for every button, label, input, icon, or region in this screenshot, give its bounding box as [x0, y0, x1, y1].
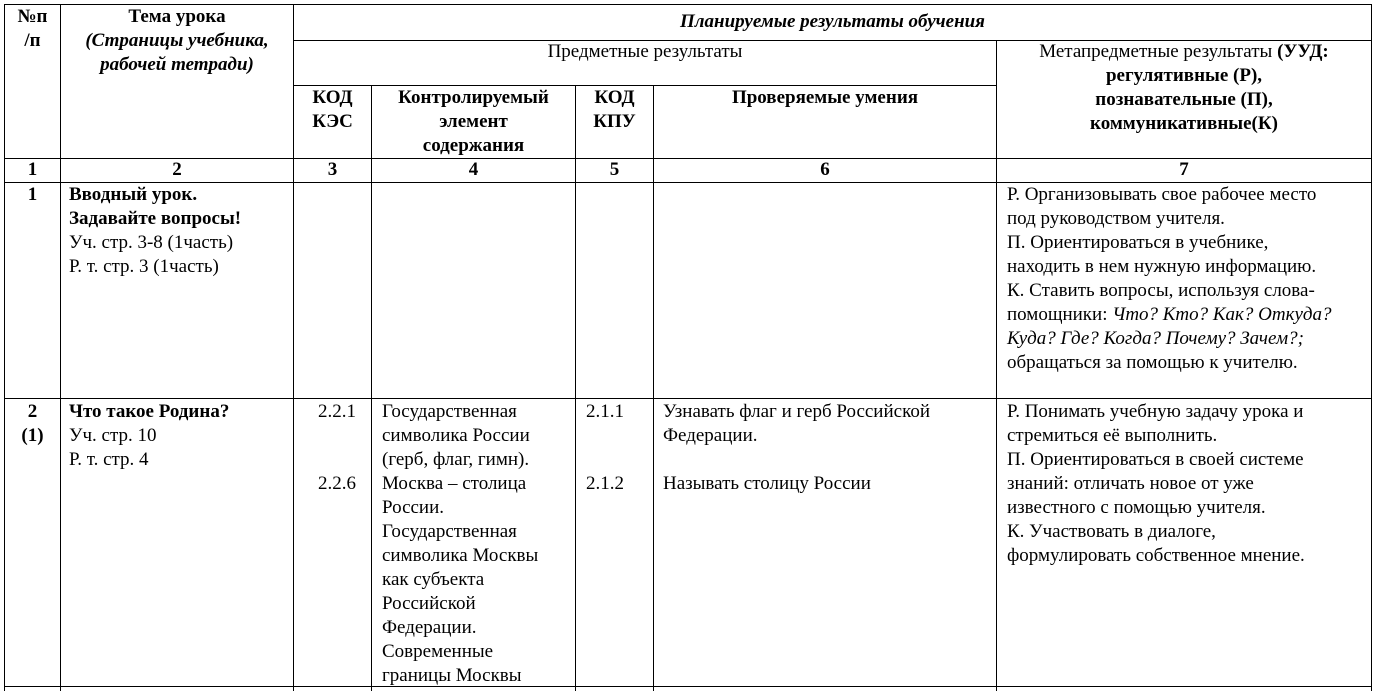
table-border-left — [4, 4, 5, 691]
row2-kes-code-2: 2.2.6 — [318, 473, 356, 494]
header-kod-kpu: КОД КПУ — [593, 87, 636, 132]
row1-number: 1 — [27, 184, 38, 205]
header-checked-skills: Проверяемые умения — [731, 87, 919, 108]
row2-topic: Что такое Родина? Уч. стр. 10 Р. т. стр. 4 — [69, 401, 230, 470]
row2-controlled-content: Государственная символика России (герб, флаг, гимн). Москва – столица России. Государственная символика Москвы как субъекта Российской Федерации. Современные границы Москвы — [382, 401, 539, 686]
row2-kpu-code-1: 2.1.1 — [586, 401, 624, 422]
column-divider-6 — [996, 40, 997, 691]
col-number-2: 2 — [172, 159, 182, 180]
col-number-6: 6 — [820, 159, 830, 180]
row2-number: 2 (1) — [21, 401, 44, 446]
row2-meta-results: Р. Понимать учебную задачу урока и стремиться её выполнить. П. Ориентироваться в своей системе знаний: отличать новое от уже известного с помощью учителя. К. Участвовать в диалоге, формулировать собственное мнение. — [1007, 401, 1305, 566]
row2-skill-capital: Называть столицу России — [663, 473, 871, 494]
row1-topic: Вводный урок. Задавайте вопросы! Уч. стр. 3-8 (1часть) Р. т. стр. 3 (1часть) — [69, 184, 242, 277]
row2-kes-code-1: 2.2.1 — [318, 401, 356, 422]
header-meta-results: Метапредметные результаты (УУД: регулятивные (Р), познавательные (П), коммуникативные(К) — [1039, 41, 1329, 134]
col-number-4: 4 — [468, 159, 479, 180]
row2-skills: Узнавать флаг и герб Российской Федерации. — [663, 401, 931, 446]
table-border-bottom — [4, 686, 1372, 687]
header-kod-kes: КОД КЭС — [312, 87, 353, 132]
col-number-7: 7 — [1179, 159, 1189, 180]
header-controlled-element: Контролируемый элемент содержания — [398, 87, 549, 156]
row-divider-row1 — [4, 398, 1372, 399]
col-number-5: 5 — [609, 159, 620, 180]
meta-title-normal: Метапредметные результаты — [1039, 41, 1273, 62]
row2-kpu-code-2: 2.1.2 — [586, 473, 624, 494]
table-border-right — [1371, 4, 1372, 691]
col-number-1: 1 — [27, 159, 38, 180]
meta-title-bold: (УУД: — [1272, 41, 1329, 62]
column-divider-1 — [60, 4, 61, 691]
header-num: №п /п — [17, 6, 48, 51]
header-topic: Тема урока (Страницы учебника, рабочей тетради) — [85, 6, 269, 75]
header-subject-results: Предметные результаты — [547, 41, 743, 62]
header-planned-results: Планируемые результаты обучения — [680, 11, 985, 32]
col-number-3: 3 — [327, 159, 338, 180]
row1-meta-results: Р. Организовывать свое рабочее место под руководством учителя. П. Ориентироваться в учебнике, находить в нем нужную информацию. К. Ставить вопросы, используя слова- помощники: Что? Кто? Как? Откуда? Куда? Где? Когда? Почему? Зачем?; обращаться за помощью к учителю. — [1007, 184, 1332, 373]
